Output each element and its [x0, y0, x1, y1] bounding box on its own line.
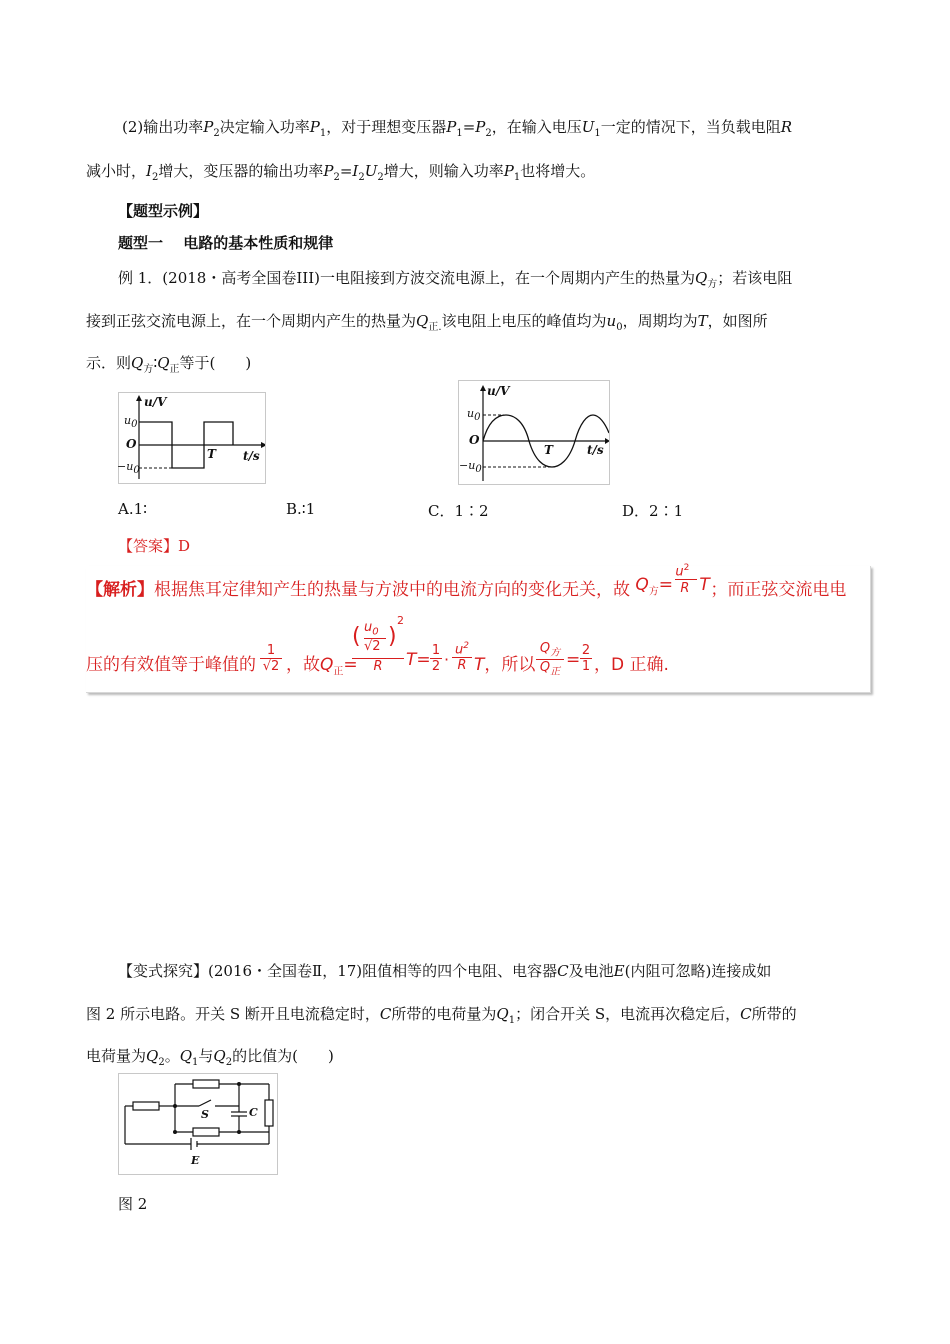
ratio-frac: $Q_方$ $Q_正$ — [536, 641, 564, 677]
u0-label: $u_0$ — [124, 414, 138, 431]
y-axis-label: u/V — [487, 384, 510, 398]
para-line-1: (2)输出功率$P_2$决定输入功率$P_1$，对于理想变压器$P_1=P_2$，在输入电压$U_1$一定的情况下，当负载电阻R — [122, 118, 793, 139]
u0-label: $u_0$ — [467, 407, 481, 424]
x-axis-label: t/s — [587, 443, 604, 457]
analysis-line-2: 压的有效值等于峰值的 — [86, 655, 256, 675]
eq3: = — [566, 650, 581, 670]
y-axis-label: u/V — [144, 395, 167, 409]
result-frac: 2 1 — [581, 643, 591, 674]
option-b[interactable]: B.∶1 — [286, 500, 316, 518]
option-c[interactable]: C．1∶2 — [428, 502, 489, 520]
variant-line-1: 【变式探究】(2016・全国卷Ⅱ，17)阻值相等的四个电阻、电容器C及电池E(内阻可忽略)连接成如 — [118, 962, 772, 980]
square-wave-graph — [118, 392, 266, 484]
period-label: T — [544, 443, 553, 457]
example1-line-1: 例 1．(2018・高考全国卷III)一电阻接到方波交流电源上，在一个周期内产生的热量为$Q_方$；若该电阻 — [118, 269, 793, 290]
analysis-line-1: 【解析】根据焦耳定律知产生的热量与方波中的电流方向的变化无关，故 $Q_方=$ $u^2$ R T ；而正弦交流电电 — [86, 563, 847, 600]
period-label: T — [207, 447, 216, 461]
option-d[interactable]: D．2∶1 — [622, 502, 684, 520]
example1-line-3: 示．则$Q_方∶Q_正$等于( ) — [86, 354, 252, 375]
switch-label: S — [201, 1108, 209, 1121]
u-over-r: $u^2$ R — [452, 641, 472, 673]
figure-caption: 图 2 — [118, 1195, 148, 1213]
type1-title: 题型一 电路的基本性质和规律 — [118, 234, 334, 252]
neg-u0-label: $-u_0$ — [117, 460, 140, 477]
analysis-so: T，所以 — [474, 655, 536, 675]
circuit-diagram — [118, 1073, 278, 1175]
sine-wave-graph — [458, 380, 610, 485]
neg-u0-label: $-u_0$ — [459, 459, 482, 476]
battery-label: E — [191, 1154, 200, 1167]
capacitor-label: C — [249, 1106, 258, 1119]
option-a[interactable]: A.1∶ — [118, 500, 148, 518]
analysis-t-eq: T= — [406, 650, 431, 670]
origin-label: O — [469, 433, 480, 447]
sqrt-frac: 1 √2 — [260, 643, 282, 674]
variant-line-2: 图 2 所示电路。开关 S 断开且电流稳定时，C所带的电荷量为$Q_1$；闭合开关 S，电流再次稳定后，C所带的 — [86, 1005, 797, 1026]
section-title: 【题型示例】 — [118, 202, 209, 220]
answer: 【答案】D — [118, 537, 191, 555]
variant-line-3: 电荷量为$Q_2$。$Q_1$与$Q_2$的比值为( ) — [86, 1047, 334, 1068]
analysis-q-sine: ，故$Q_正=$ — [286, 655, 358, 678]
half-frac: 1 2 — [431, 643, 441, 674]
origin-label: O — [126, 437, 137, 451]
example1-line-2: 接到正弦交流电源上，在一个周期内产生的热量为$Q_{正.}$该电阻上电压的峰值均为$u_0$，周期均为T，如图所 — [86, 312, 768, 333]
dot: · — [444, 650, 450, 669]
para-line-2: 减小时，$I_2$增大，变压器的输出功率$P_2=I_2U_2$增大，则输入功率$P_1$也将增大。 — [86, 162, 596, 183]
analysis-end: ，D 正确. — [594, 655, 669, 675]
big-fraction: ( $u_0$ √2 ) 2 R — [352, 614, 404, 674]
x-axis-label: t/s — [243, 449, 260, 463]
